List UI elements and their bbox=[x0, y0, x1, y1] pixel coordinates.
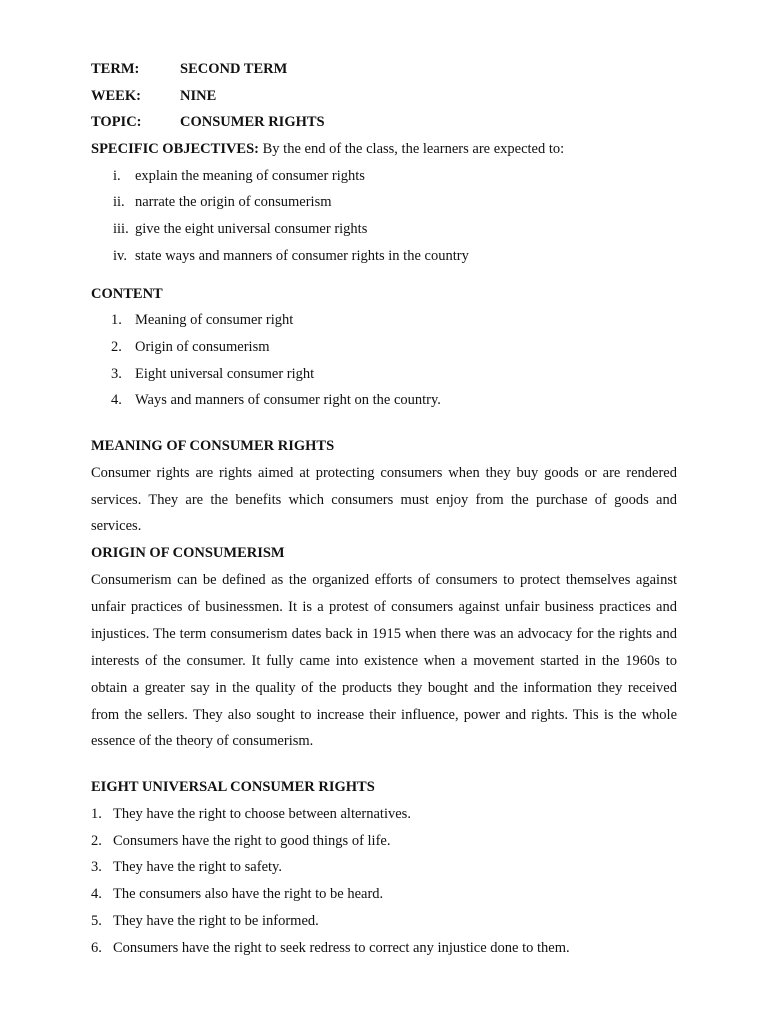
list-item-text: give the eight universal consumer rights bbox=[135, 221, 368, 238]
list-item-text: They have the right to safety. bbox=[113, 859, 282, 876]
list-item-number: ii. bbox=[113, 194, 125, 211]
list-item-text: Consumers have the right to seek redress to correct any injustice done to them. bbox=[113, 939, 570, 956]
origin-paragraph: Consumerism can be defined as the organized efforts of consumers to protect themselves against unfair practices of businessmen. It is a protest of consumers against unfair business practices and injustices. The term consumerism dates back in 1915 when there was an advocacy for the rights and interests of the consumer. It fully came into existence when a movement started in the 1960s to obtain a greater say in the quality of the products they bought and the information they received from the sellers. They also sought to increase their influence, power and rights. This is the whole essence of the theory of consumerism. bbox=[91, 572, 677, 750]
list-item-text: They have the right to be informed. bbox=[113, 912, 319, 929]
topic-row bbox=[91, 109, 677, 136]
objectives-intro-text: By the end of the class, the learners are expected to: bbox=[259, 141, 565, 158]
week-label: WEEK: bbox=[91, 87, 141, 104]
list-item bbox=[91, 334, 677, 361]
list-item-number: 1. bbox=[91, 806, 102, 823]
week-row bbox=[91, 83, 677, 110]
list-item bbox=[91, 163, 677, 190]
spacer bbox=[91, 270, 677, 281]
list-item-number: 4. bbox=[91, 886, 102, 903]
list-item bbox=[91, 243, 677, 270]
document-page bbox=[91, 56, 677, 961]
list-item bbox=[91, 854, 677, 881]
list-item-number: iv. bbox=[113, 247, 127, 264]
objectives-intro bbox=[91, 136, 677, 163]
list-item-number: 5. bbox=[91, 912, 102, 929]
objectives-list bbox=[91, 163, 677, 270]
list-item bbox=[91, 307, 677, 334]
list-item-number: 6. bbox=[91, 939, 102, 956]
list-item-number: 3. bbox=[91, 859, 102, 876]
spacer bbox=[91, 755, 677, 774]
list-item-number: i. bbox=[113, 167, 121, 184]
list-item-text: Ways and manners of consumer right on the country. bbox=[135, 392, 441, 409]
list-item bbox=[91, 828, 677, 855]
list-item bbox=[91, 881, 677, 908]
list-item bbox=[91, 216, 677, 243]
term-row bbox=[91, 56, 677, 83]
topic-label: TOPIC: bbox=[91, 114, 142, 131]
list-item-text: explain the meaning of consumer rights bbox=[135, 167, 365, 184]
objectives-label: SPECIFIC OBJECTIVES: bbox=[91, 141, 259, 158]
list-item bbox=[91, 908, 677, 935]
list-item bbox=[91, 189, 677, 216]
list-item-number: 3. bbox=[111, 365, 122, 382]
list-item-number: 2. bbox=[111, 338, 122, 355]
list-item-number: 4. bbox=[111, 392, 122, 409]
term-label: TERM: bbox=[91, 61, 140, 77]
list-item-number: iii. bbox=[113, 221, 129, 238]
week-value: NINE bbox=[180, 87, 217, 104]
term-value: SECOND TERM bbox=[180, 61, 288, 77]
spacer bbox=[91, 414, 677, 433]
list-item-text: narrate the origin of consumerism bbox=[135, 194, 332, 211]
topic-value: CONSUMER RIGHTS bbox=[180, 114, 325, 131]
content-heading: CONTENT bbox=[91, 285, 163, 302]
list-item-number: 2. bbox=[91, 832, 102, 849]
meaning-heading: MEANING OF CONSUMER RIGHTS bbox=[91, 437, 335, 454]
meaning-paragraph: Consumer rights are rights aimed at protecting consumers when they buy goods or are rendered services. They are the benefits which consumers must enjoy from the purchase of goods and services. bbox=[91, 464, 677, 535]
list-item-number: 1. bbox=[111, 312, 122, 329]
list-item bbox=[91, 361, 677, 388]
list-item-text: They have the right to choose between alternatives. bbox=[113, 806, 411, 823]
content-list bbox=[91, 307, 677, 414]
rights-heading: EIGHT UNIVERSAL CONSUMER RIGHTS bbox=[91, 779, 375, 796]
list-item bbox=[91, 387, 677, 414]
list-item bbox=[91, 935, 677, 962]
list-item-text: Origin of consumerism bbox=[135, 338, 270, 355]
list-item-text: Eight universal consumer right bbox=[135, 365, 315, 382]
origin-heading: ORIGIN OF CONSUMERISM bbox=[91, 545, 285, 562]
list-item-text: state ways and manners of consumer rights in the country bbox=[135, 247, 469, 264]
rights-list bbox=[91, 801, 677, 961]
list-item-text: The consumers also have the right to be heard. bbox=[113, 886, 384, 903]
list-item bbox=[91, 801, 677, 828]
list-item-text: Meaning of consumer right bbox=[135, 312, 294, 329]
list-item-text: Consumers have the right to good things of life. bbox=[113, 832, 391, 849]
